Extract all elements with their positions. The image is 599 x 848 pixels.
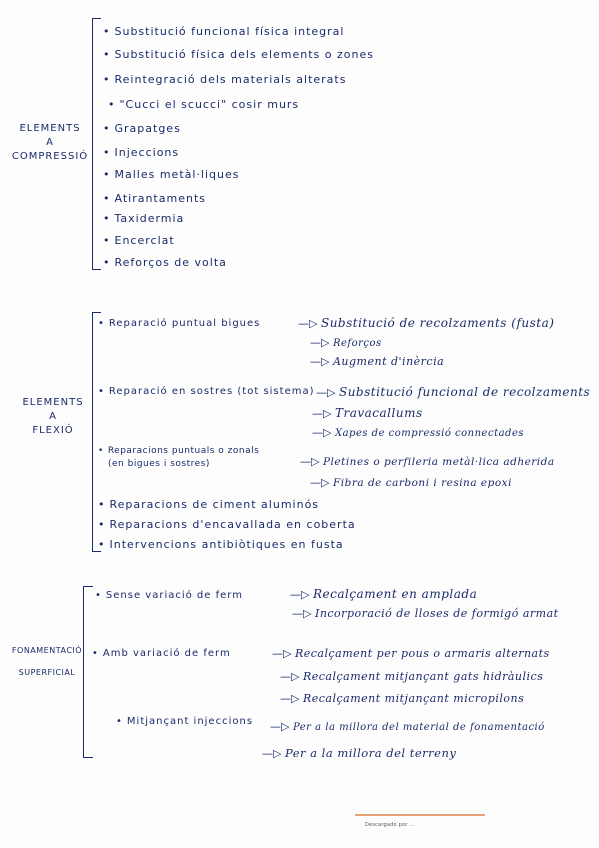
footer-text: Descargado por … [365,822,415,828]
section-1-header-line-3: COMPRESSIÓ [11,151,89,162]
s3-group-label: • Sense variació de ferm [95,590,243,601]
section-1-header-line-1: ELEMENTS [19,123,81,134]
s3-g3-outcome [262,746,456,760]
arrow-icon: —▷ [292,607,315,620]
s2-g2-outcome [316,385,590,399]
s2-group-label: • Reparació en sostres (tot sistema) [98,386,315,397]
s1-item: • Reintegració dels materials alterats [103,73,346,86]
outcome-text: Recalçament en amplada [312,587,478,601]
s2-group-sublabel: (en bigues i sostres) [108,459,210,469]
s1-item: • Atirantaments [103,192,206,205]
s1-item: • Reforços de volta [103,256,227,269]
arrow-icon: —▷ [312,407,335,420]
arrow-icon: —▷ [310,336,333,349]
s2-g1-outcome [310,336,382,349]
s1-item: • Substitució física dels elements o zones [103,48,374,61]
arrow-icon: —▷ [262,747,285,760]
arrow-icon: —▷ [298,317,321,330]
s3-group-label: • Amb variació de ferm [92,648,231,659]
arrow-icon: —▷ [270,720,293,733]
s2-g1-outcome [310,355,444,368]
arrow-icon: —▷ [272,647,295,660]
s2-item: • Reparacions de ciment aluminós [98,498,319,511]
outcome-text: Substitució funcional de recolzaments [338,385,591,399]
s2-item: • Reparacions d'encavallada en coberta [98,518,356,531]
section-1-header [10,122,90,164]
s3-g3-outcome [270,720,545,733]
s1-item: • Grapatges [103,122,181,135]
outcome-text: Substitució de recolzaments (fusta) [320,316,555,330]
s3-g2-outcome [272,647,550,660]
outcome-text: Incorporació de lloses de formigó armat [314,607,559,620]
s1-item: • Injeccions [103,146,179,159]
s3-g2-outcome [280,692,524,705]
s3-g1-outcome [290,587,477,601]
arrow-icon: —▷ [312,426,335,439]
arrow-icon: —▷ [310,355,333,368]
arrow-icon: —▷ [280,670,303,683]
outcome-text: Fibra de carboni i resina epoxi [332,477,512,489]
s2-g3-outcome [310,476,512,489]
s3-g1-outcome [292,607,559,620]
outcome-text: Recalçament per pous o armaris alternats [294,647,550,660]
section-1-header-line-2: A [46,137,54,148]
s1-item: • Substitució funcional física integral [103,25,344,38]
arrow-icon: —▷ [300,455,323,468]
section-1-bracket [92,18,101,270]
outcome-text: Recalçament mitjançant gats hidràulics [302,670,544,683]
outcome-text: Augment d'inèrcia [332,355,445,368]
section-3-header-line-1: FONAMENTACIÓ [11,646,83,655]
outcome-text: Recalçament mitjançant micropilons [302,692,525,705]
outcome-text: Reforços [332,338,382,349]
arrow-icon: —▷ [280,692,303,705]
s2-g1-outcome [298,316,554,330]
s2-group-label: • Reparació puntual bigues [98,318,260,329]
section-2-bracket [92,312,101,552]
s1-item: • Malles metàl·liques [103,168,240,181]
arrow-icon: —▷ [316,386,339,399]
section-3-header [8,640,86,684]
s2-g2-outcome [312,406,423,420]
s2-group-label: • Reparacions puntuals o zonals [98,446,259,456]
s2-g3-outcome [300,455,555,468]
s3-g2-outcome [280,670,543,683]
outcome-text: Travacallums [334,406,423,420]
section-2-header-line-3: FLEXIÓ [32,425,74,436]
s2-item: • Intervencions antibiòtiques en fusta [98,538,344,551]
s1-item: • Encerclat [103,234,175,247]
arrow-icon: —▷ [290,588,313,601]
section-2-header-line-1: ELEMENTS [22,397,84,408]
s2-g2-outcome [312,426,524,439]
outcome-text: Per a la millora del material de fonamentació [292,722,545,733]
section-2-header-line-2: A [49,411,57,422]
s1-item: • "Cucci el scucci" cosir murs [108,98,299,111]
outcome-text: Pletines o perfileria metàl·lica adherida [322,456,555,468]
outcome-text: Xapes de compressió connectades [334,428,524,439]
s3-group-label: • Mitjançant injeccions [116,716,253,727]
section-2-header [16,396,90,438]
section-3-header-line-2: SUPERFICIAL [18,668,76,677]
footer-divider [355,814,485,816]
s1-item: • Taxidermia [103,212,184,225]
arrow-icon: —▷ [310,476,333,489]
footer [355,814,485,834]
section-3-bracket [83,586,93,758]
outcome-text: Per a la millora del terreny [284,746,457,760]
